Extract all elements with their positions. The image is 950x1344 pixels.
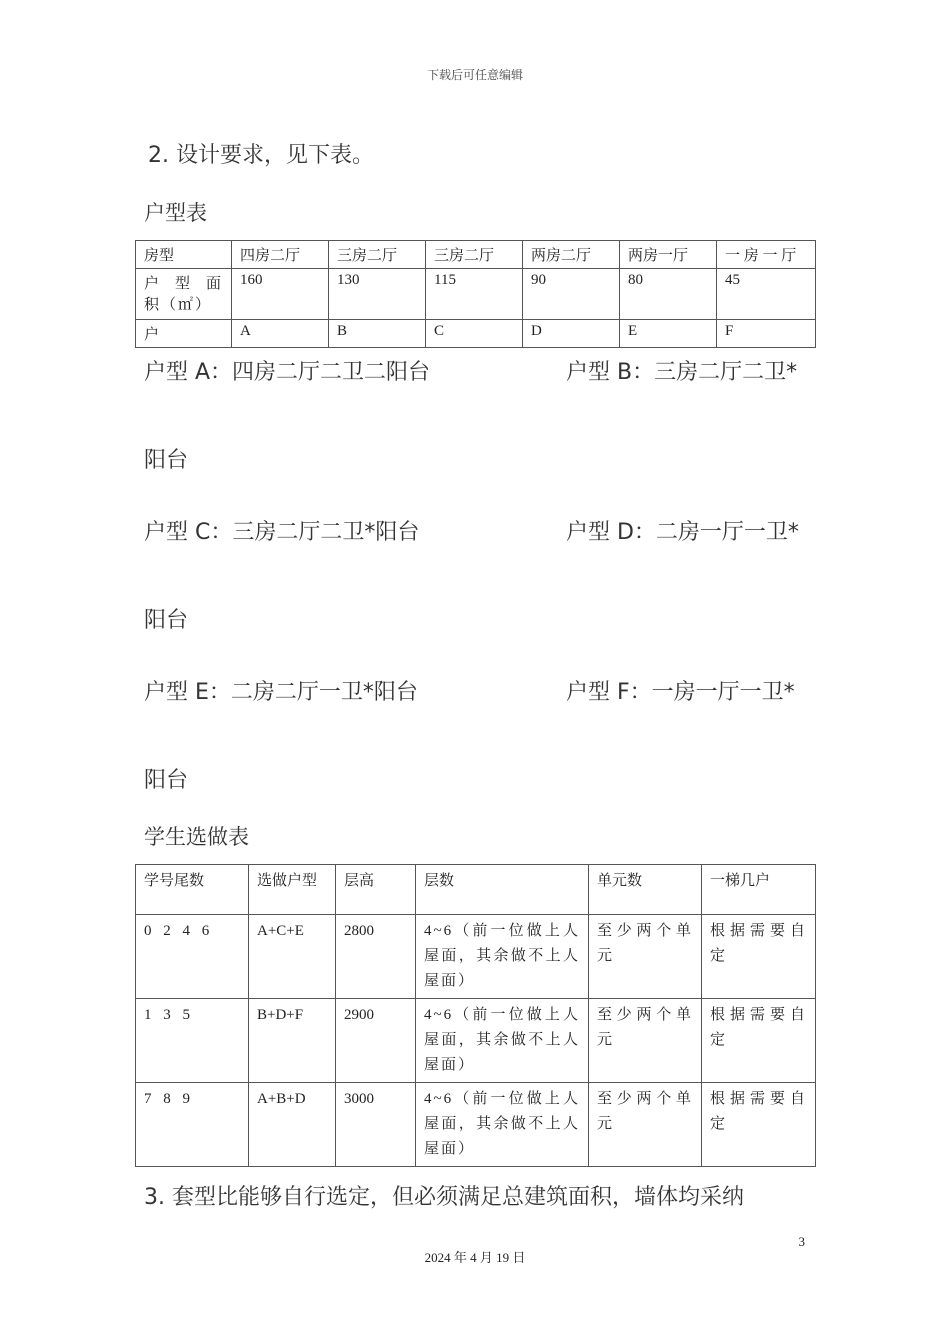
table-cell: 至少两个单元 <box>589 1083 702 1167</box>
table-cell: F <box>717 320 816 348</box>
table-cell: 90 <box>523 269 620 320</box>
table-cell: A+B+D <box>249 1083 336 1167</box>
table-cell: 一 房 一 厅 <box>717 241 816 269</box>
section-3-text: 3. 套型比能够自行选定，但必须满足总建筑面积，墙体均采纳 <box>144 1185 744 1210</box>
table-cell: 三房二厅 <box>329 241 426 269</box>
unit-type-table <box>135 240 816 348</box>
table-cell: 四房二厅 <box>232 241 329 269</box>
table-cell: E <box>620 320 717 348</box>
table-row <box>136 915 816 999</box>
unit-type-e: 户型 E：二房二厅一卫*阳台 <box>144 680 418 705</box>
student-selection-table <box>135 864 816 1167</box>
table-header-cell: 学号尾数 <box>136 865 249 915</box>
table-cell: 两房二厅 <box>523 241 620 269</box>
unit-type-c: 户型 C：三房二厅二卫*阳台 <box>144 520 420 545</box>
table-cell: B+D+F <box>249 999 336 1083</box>
table-row <box>136 320 816 348</box>
unit-type-f: 户型 F：一房一厅一卫* <box>566 680 795 705</box>
unit-type-b: 户型 B：三房二厅二卫* <box>566 360 798 385</box>
table-cell: 户 型 面 积（㎡） <box>136 269 232 320</box>
table-row <box>136 269 816 320</box>
table-cell: 房型 <box>136 241 232 269</box>
table-header-cell: 单元数 <box>589 865 702 915</box>
table-cell: 4~6（前一位做上人屋面，其余做不上人屋面） <box>416 999 589 1083</box>
table-cell: C <box>426 320 523 348</box>
table-cell: 4~6（前一位做上人屋面，其余做不上人屋面） <box>416 915 589 999</box>
table-cell: 2900 <box>336 999 416 1083</box>
table-cell: 80 <box>620 269 717 320</box>
table-header-cell: 选做户型 <box>249 865 336 915</box>
footer-date: 2024 年 4 月 19 日 <box>424 1250 526 1265</box>
table-header-cell: 层高 <box>336 865 416 915</box>
table-cell: 户 <box>136 320 232 348</box>
unit-type-d-continued: 阳台 <box>144 608 189 633</box>
page-number: 3 <box>798 1234 805 1249</box>
table-row <box>136 999 816 1083</box>
table-cell: A <box>232 320 329 348</box>
table-cell: D <box>523 320 620 348</box>
table-cell: 160 <box>232 269 329 320</box>
unit-type-a: 户型 A：四房二厅二卫二阳台 <box>144 360 431 385</box>
table-cell: 根据需要自定 <box>702 999 816 1083</box>
unit-type-f-continued: 阳台 <box>144 768 189 793</box>
table-cell: A+C+E <box>249 915 336 999</box>
page-header: 下载后可任意编辑 <box>426 68 523 82</box>
table2-caption: 学生选做表 <box>144 825 249 849</box>
section-2-title: 2. 设计要求，见下表。 <box>148 143 374 168</box>
table-cell: 至少两个单元 <box>589 915 702 999</box>
table-cell: 两房一厅 <box>620 241 717 269</box>
table-cell: B <box>329 320 426 348</box>
table-row <box>136 241 816 269</box>
table-cell: 根据需要自定 <box>702 915 816 999</box>
table-cell: 7 8 9 <box>136 1083 249 1167</box>
table-header-row <box>136 865 816 915</box>
table-header-cell: 一梯几户 <box>702 865 816 915</box>
table-cell: 2800 <box>336 915 416 999</box>
table-header-cell: 层数 <box>416 865 589 915</box>
table-cell: 115 <box>426 269 523 320</box>
table-cell: 45 <box>717 269 816 320</box>
table1-caption: 户型表 <box>144 201 207 225</box>
table-cell: 三房二厅 <box>426 241 523 269</box>
table-cell: 130 <box>329 269 426 320</box>
table-cell: 4~6（前一位做上人屋面，其余做不上人屋面） <box>416 1083 589 1167</box>
table-cell: 1 3 5 <box>136 999 249 1083</box>
unit-type-b-continued: 阳台 <box>144 448 189 473</box>
table-cell: 至少两个单元 <box>589 999 702 1083</box>
table-cell: 0 2 4 6 <box>136 915 249 999</box>
unit-type-d: 户型 D：二房一厅一卫* <box>566 520 799 545</box>
table-row <box>136 1083 816 1167</box>
table-cell: 3000 <box>336 1083 416 1167</box>
table-cell: 根据需要自定 <box>702 1083 816 1167</box>
